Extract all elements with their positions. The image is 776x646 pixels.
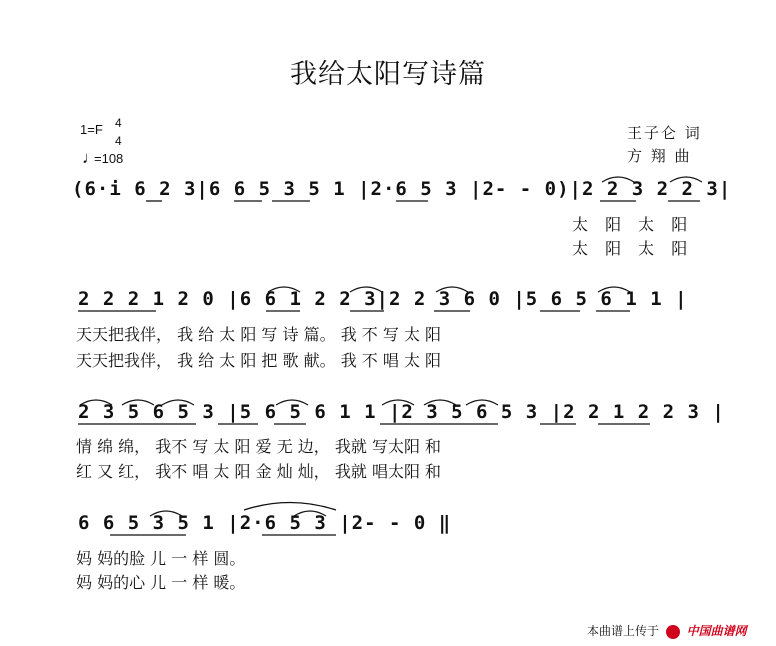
page-title: 我给太阳写诗篇 <box>290 59 486 90</box>
notation-line-2: 2 2 2 1 2 0 |6 6 1 2 2 3|2 2 3 6 0 |5 6 5 6 1 1 | <box>78 288 688 310</box>
footer-upload-note <box>587 622 747 639</box>
lyric-line-2-verse-2: 天天把我伴， 我 给 太 阳 把 歌 献。 我 不 唱 太 阳 <box>76 351 442 370</box>
key-signature: 1=F <box>80 122 103 137</box>
time-numerator: 4 <box>115 116 122 130</box>
slur-mark <box>350 287 382 292</box>
slur-mark <box>424 400 456 405</box>
lyric-line-2-verse-1: 天天把我伴， 我 给 太 阳 写 诗 篇。 我 不 写 太 阳 <box>76 325 442 344</box>
lyric-line-3-verse-2: 红 又 红， 我不 唱 太 阳 金 灿 灿， 我就 唱太阳 和 <box>76 462 442 481</box>
slur-mark <box>244 503 336 511</box>
slur-mark <box>670 177 702 182</box>
notation-line-4: 6 6 5 3 5 1 |2·6 5 3 |2- - 0 ‖ <box>78 512 452 534</box>
slur-mark <box>276 400 308 405</box>
slur-mark <box>162 400 194 405</box>
slur-mark <box>602 177 634 182</box>
notation-line-3: 2 3 5 6 5 3 |5 6 5 6 1 1 |2 3 5 6 5 3 |2 2 1 2 2 3 | <box>78 401 725 423</box>
slur-mark <box>466 400 498 405</box>
slur-mark <box>268 287 300 292</box>
footer-text: 本曲谱上传于 <box>587 624 660 638</box>
lyric-line-4-verse-2: 妈 妈的心 儿 一 样 暖。 <box>76 573 246 592</box>
slur-mark <box>598 287 630 292</box>
lyric-line-1-verse-1: 太 阳 太 阳 <box>572 215 694 234</box>
slur-mark <box>294 511 326 516</box>
lyric-line-4-verse-1: 妈 妈的脸 儿 一 样 圆。 <box>76 549 246 568</box>
lyricist-credit: 王子仑 词 <box>627 124 702 142</box>
slur-mark <box>436 287 468 292</box>
lyric-line-3-verse-1: 情 绵 绵， 我不 写 太 阳 爱 无 边， 我就 写太阳 和 <box>76 437 442 456</box>
slur-mark <box>382 400 414 405</box>
slur-mark <box>150 511 182 516</box>
quarter-note-icon: ♩ <box>82 148 99 167</box>
site-logo-icon <box>666 625 680 639</box>
composer-credit: 方 翔 曲 <box>627 147 692 165</box>
site-name[interactable]: 中国曲谱网 <box>686 624 747 638</box>
time-denominator: 4 <box>115 134 122 148</box>
lyric-line-1-verse-2: 太 阳 太 阳 <box>572 239 694 258</box>
tempo: =108 <box>94 151 124 166</box>
notation-line-1: (6·i 6 2 3|6 6 5 3 5 1 |2·6 5 3 |2- - 0)|2 2 3 2 2 3| <box>72 178 732 200</box>
slur-mark <box>122 400 154 405</box>
slur-mark <box>80 400 112 405</box>
